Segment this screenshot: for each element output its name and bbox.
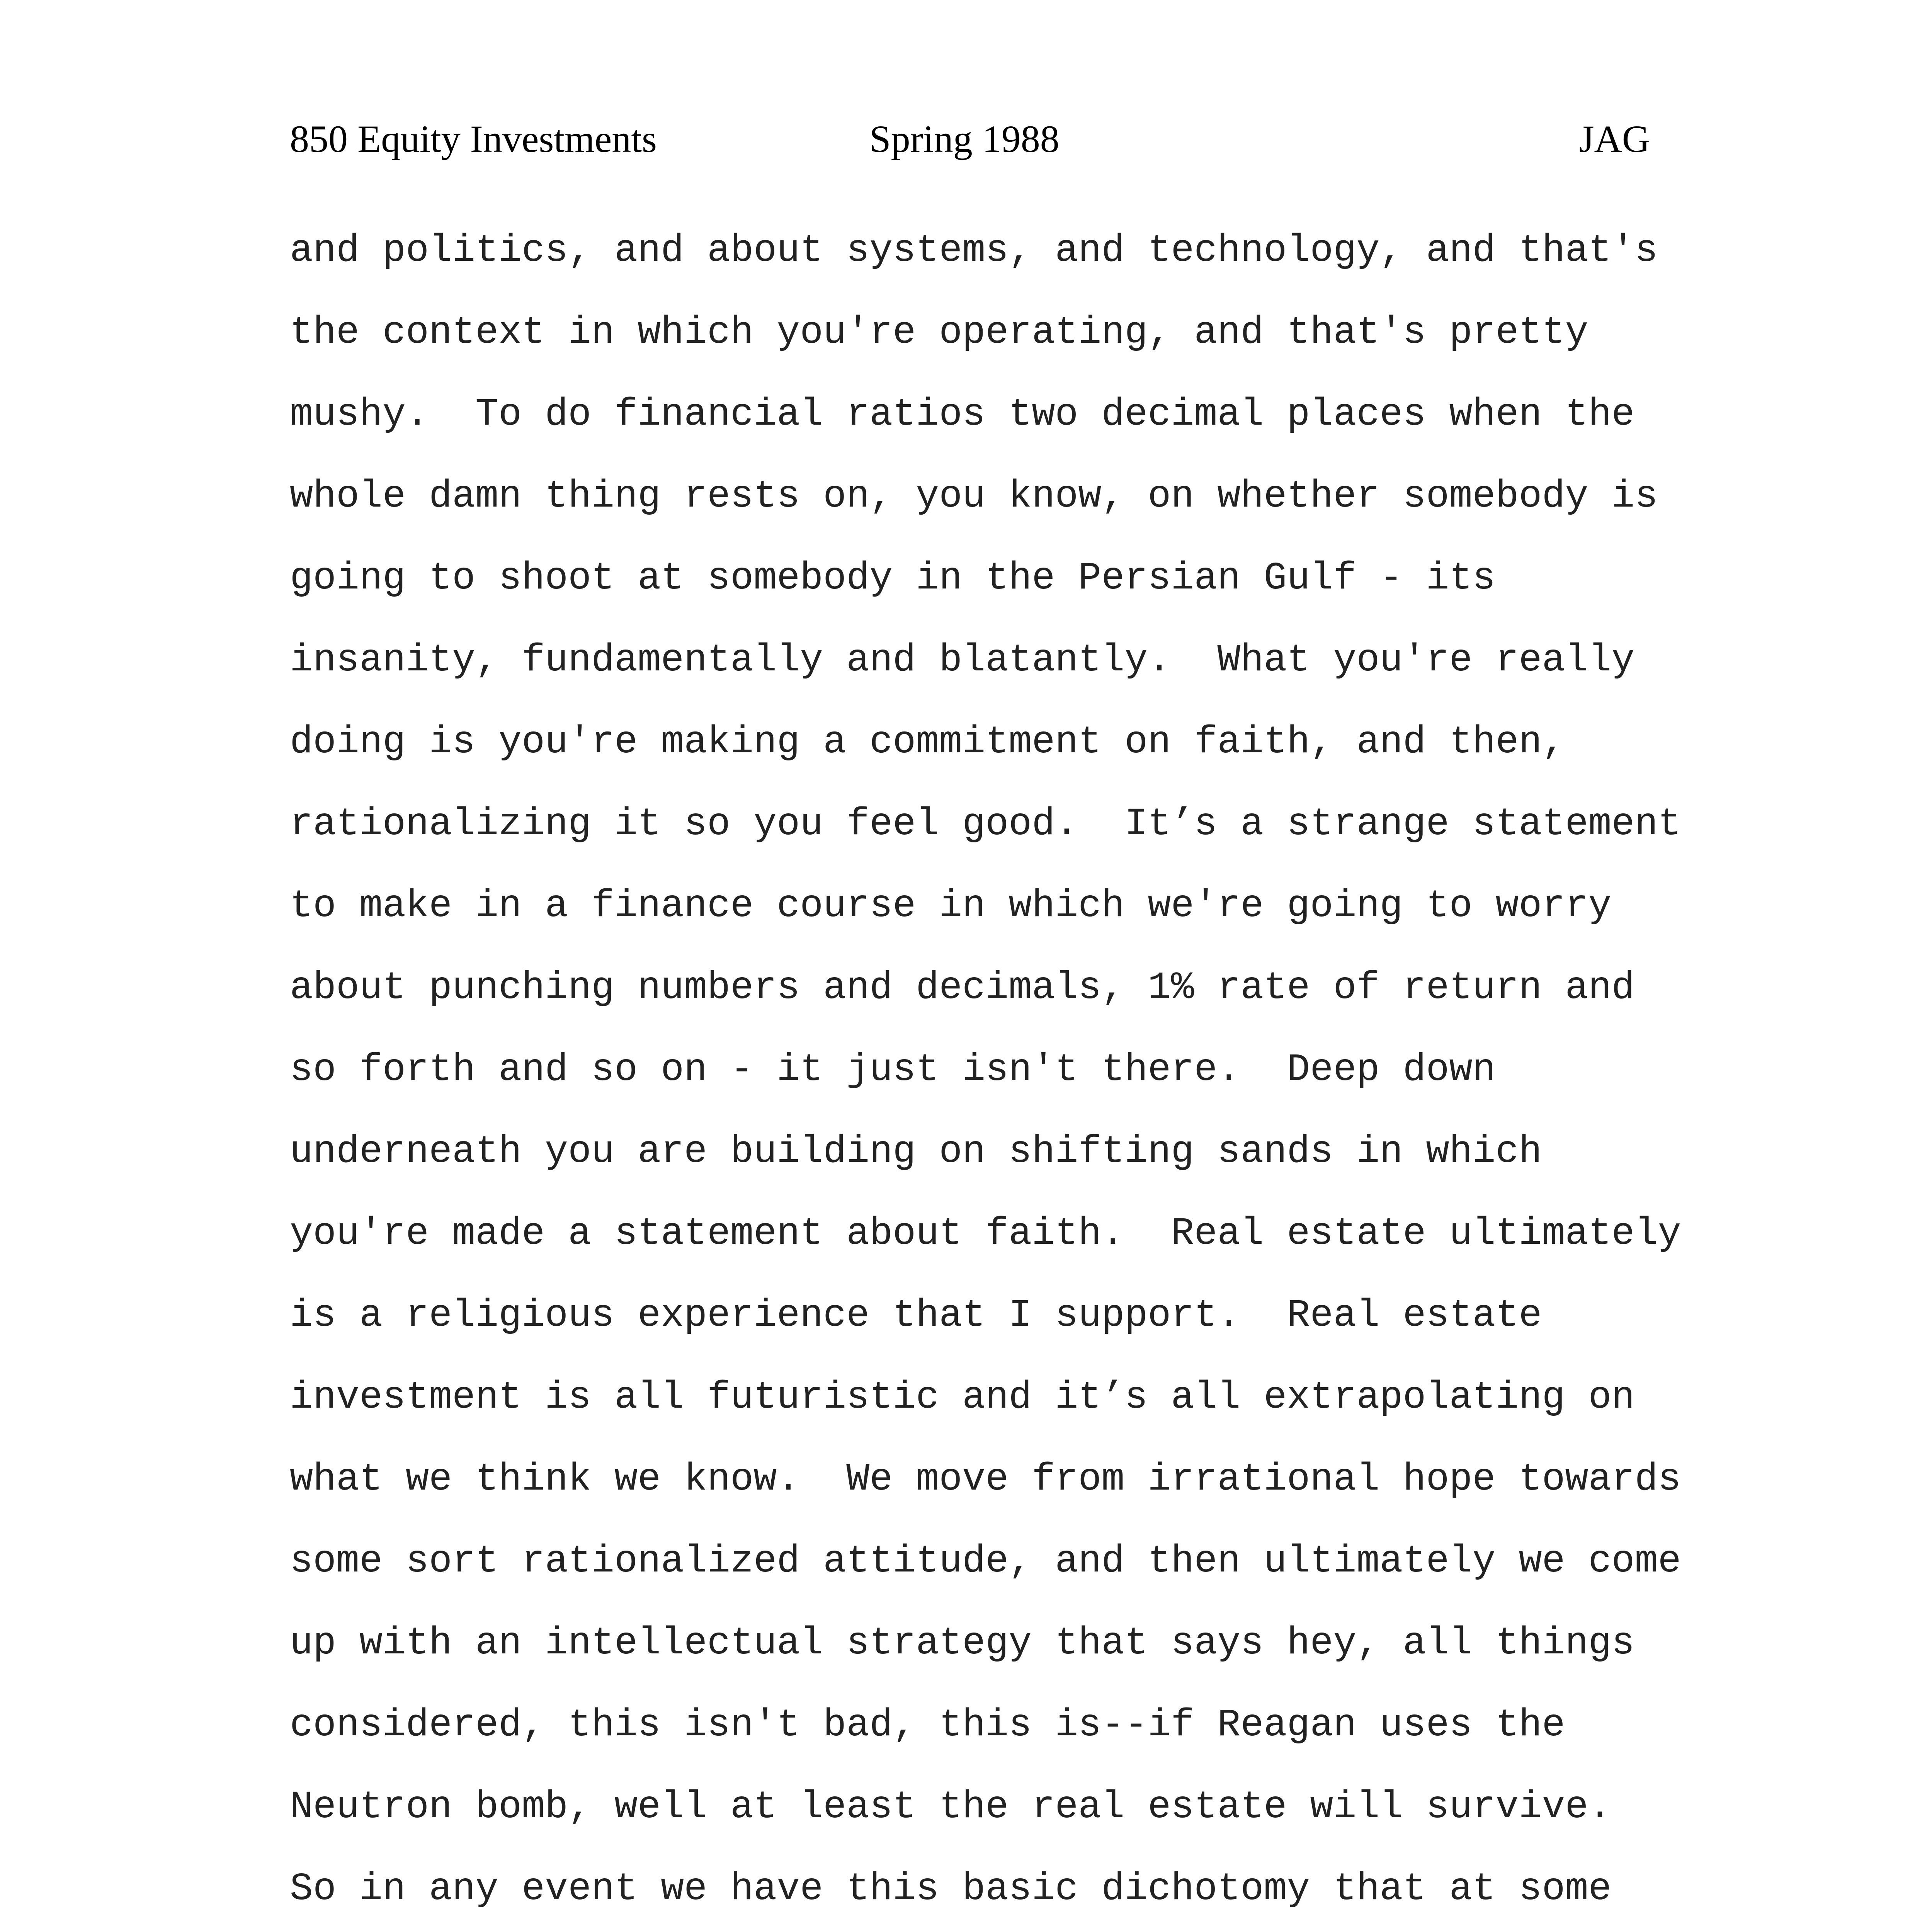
text-line: insanity, fundamentally and blatantly. What you're really: [290, 639, 1635, 682]
text-line: to make in a finance course in which we're going to worry: [290, 884, 1612, 928]
text-line: about punching numbers and decimals, 1% rate of return and: [290, 966, 1635, 1010]
header-course-title: 850 Equity Investments: [290, 117, 657, 160]
text-line: and politics, and about systems, and technology, and that's: [290, 229, 1658, 273]
text-line: what we think we know. We move from irrational hope towards: [290, 1458, 1681, 1502]
header-author-initials: JAG: [1579, 117, 1650, 160]
text-line: so forth and so on - it just isn't there. Deep down: [290, 1048, 1496, 1092]
text-line: So in any event we have this basic dichotomy that at some: [290, 1867, 1612, 1911]
text-line: some sort rationalized attitude, and then ultimately we come: [290, 1540, 1681, 1583]
text-line: the context in which you're operating, and that's pretty: [290, 311, 1588, 355]
text-line: up with an intellectual strategy that says hey, all things: [290, 1622, 1635, 1665]
text-line: investment is all futuristic and it’s all extrapolating on: [290, 1376, 1635, 1420]
page-header: [290, 112, 1650, 166]
text-line: rationalizing it so you feel good. It’s a strange statement: [290, 803, 1681, 846]
header-term: Spring 1988: [869, 117, 1060, 160]
text-line: doing is you're making a commitment on faith, and then,: [290, 721, 1565, 764]
text-line: whole damn thing rests on, you know, on whether somebody is: [290, 475, 1658, 519]
text-line: considered, this isn't bad, this is--if Reagan uses the: [290, 1704, 1565, 1747]
text-line: is a religious experience that I support. Real estate: [290, 1294, 1542, 1338]
text-line: you're made a statement about faith. Real estate ultimately: [290, 1212, 1681, 1256]
text-line: going to shoot at somebody in the Persian Gulf - its: [290, 557, 1496, 600]
transcript-body: [290, 224, 1719, 1932]
text-line: mushy. To do financial ratios two decimal places when the: [290, 393, 1635, 437]
text-line: Neutron bomb, well at least the real estate will survive.: [290, 1786, 1612, 1829]
text-line: underneath you are building on shifting sands in which: [290, 1130, 1542, 1174]
